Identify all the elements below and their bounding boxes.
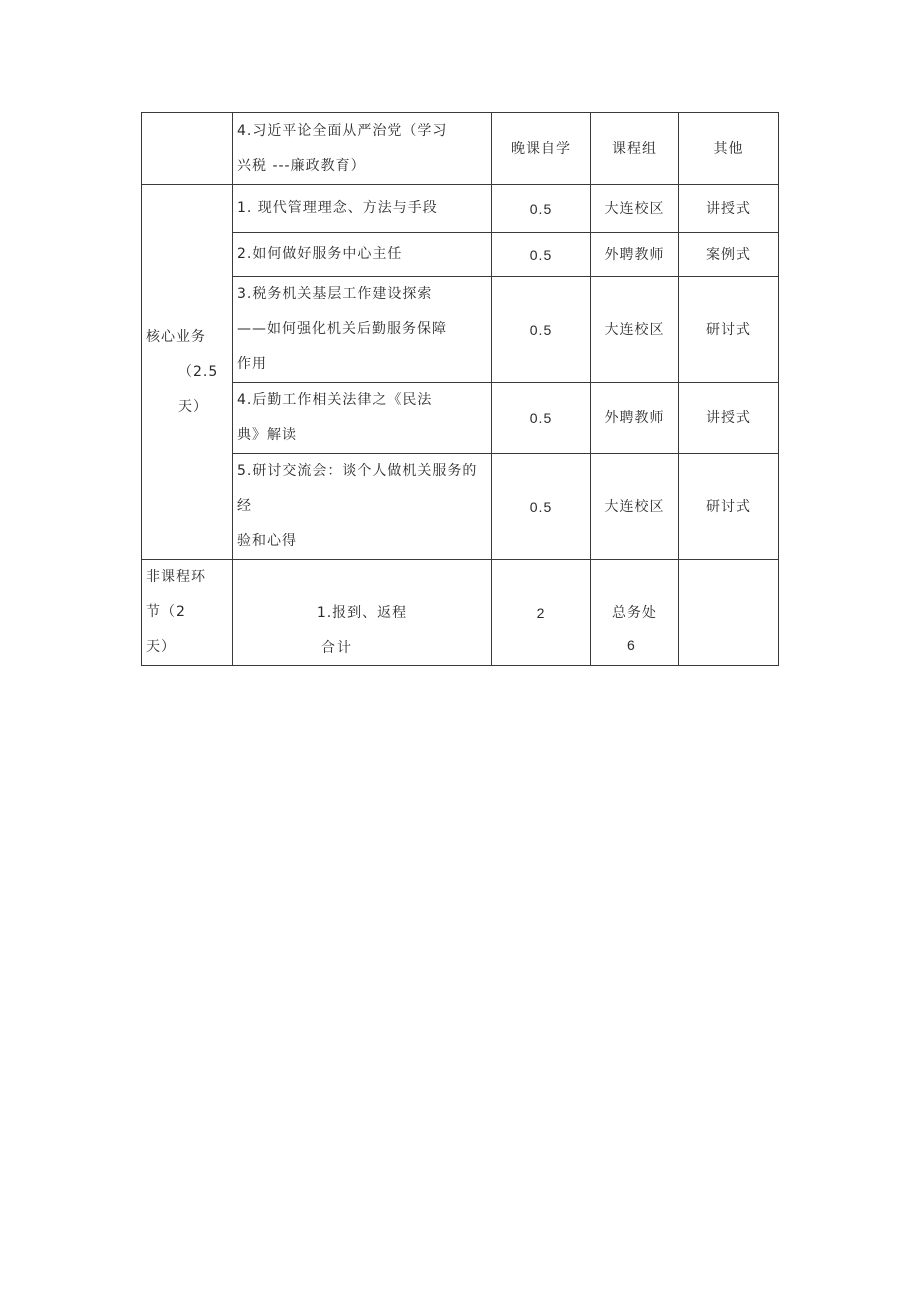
category-cell-empty: [142, 113, 233, 185]
days-cell: 2: [492, 560, 591, 666]
category-text: 天）: [146, 639, 176, 655]
days-cell: 0.5: [492, 277, 591, 383]
category-text: 非课程环: [146, 569, 206, 585]
total-label: 合计: [321, 640, 353, 656]
category-text: 天）: [178, 398, 208, 415]
course-text: 3.税务机关基层工作建设探索: [237, 286, 433, 302]
organizer-cell: 总务处: [591, 560, 679, 666]
table-row: [142, 113, 779, 185]
method-cell: 其他: [679, 113, 779, 185]
course-text: 1.报到、返程: [316, 604, 408, 621]
course-cell: [233, 185, 492, 233]
category-text: （2.5: [178, 363, 219, 380]
course-text: 兴税 ---廉政教育）: [237, 157, 366, 174]
course-cell: [233, 277, 492, 383]
organizer-cell: 大连校区: [591, 185, 679, 233]
method-cell: 讲授式: [679, 383, 779, 454]
organizer-cell: 外聘教师: [591, 383, 679, 454]
course-cell: [233, 454, 492, 560]
total-value: 6: [627, 637, 635, 653]
course-text: 1. 现代管理理念、方法与手段: [237, 200, 438, 216]
course-text: 2.如何做好服务中心主任: [237, 246, 403, 262]
method-cell: 讲授式: [679, 185, 779, 233]
days-cell: 晚课自学: [492, 113, 591, 185]
course-text: ——如何强化机关后勤服务保障: [237, 321, 447, 337]
course-text: 4.习近平论全面从严治党（学习: [237, 122, 448, 139]
total-row: [141, 637, 778, 657]
course-text: 验和心得: [237, 533, 297, 549]
course-cell: [233, 383, 492, 454]
days-cell: 0.5: [492, 383, 591, 454]
days-cell: 0.5: [492, 185, 591, 233]
table-row: [142, 185, 779, 233]
method-cell: 研讨式: [679, 454, 779, 560]
days-cell: 0.5: [492, 454, 591, 560]
days-cell: 0.5: [492, 233, 591, 277]
category-text: 核心业务: [146, 328, 206, 345]
organizer-cell: 课程组: [591, 113, 679, 185]
category-cell-core-business: [142, 185, 233, 560]
course-text: 典》解读: [237, 427, 297, 443]
method-cell: 案例式: [679, 233, 779, 277]
course-text: 作用: [237, 356, 267, 372]
category-text: 节（2: [146, 604, 186, 620]
organizer-cell: 大连校区: [591, 454, 679, 560]
course-cell: [233, 233, 492, 277]
table-row: [142, 233, 779, 277]
course-schedule-table: [141, 112, 779, 666]
organizer-cell: 大连校区: [591, 277, 679, 383]
course-text: 4.后勤工作相关法律之《民法: [237, 392, 433, 408]
organizer-cell: 外聘教师: [591, 233, 679, 277]
table-row: [142, 383, 779, 454]
table-row: [142, 454, 779, 560]
table-row: [142, 277, 779, 383]
course-cell: [233, 113, 492, 185]
course-text: 5.研讨交流会：谈个人做机关服务的经: [237, 463, 478, 514]
method-cell: 研讨式: [679, 277, 779, 383]
